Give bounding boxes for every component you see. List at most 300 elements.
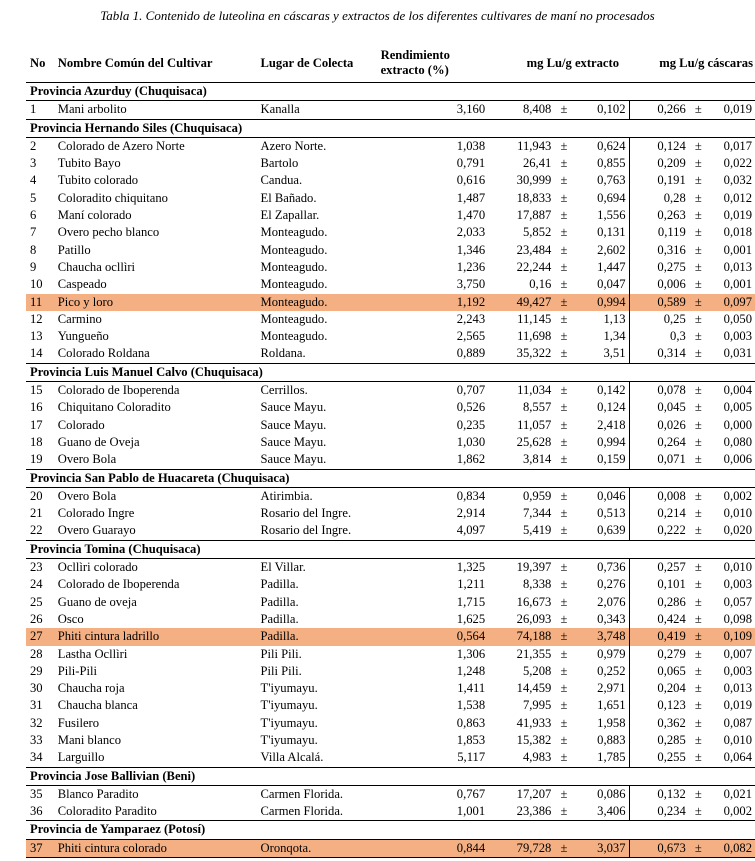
cell-pm: ± [560, 804, 568, 819]
cell-no: 2 [30, 138, 37, 153]
cell-extracto-mean: 8,557 [522, 400, 552, 415]
cell-extracto-mean: 21,355 [516, 646, 552, 661]
cell-rendimiento: 3,160 [456, 102, 486, 117]
province-row [26, 821, 755, 839]
table-row [26, 628, 755, 645]
cell-pm: ± [694, 434, 702, 449]
cell-extracto-mean: 17,887 [516, 208, 552, 223]
cell-name: Osco [57, 611, 84, 626]
cell-pm: ± [560, 434, 568, 449]
cell-cascaras-mean: 0,264 [629, 434, 689, 451]
cell-pm: ± [560, 242, 568, 257]
cell-extracto-mean: 4,983 [522, 750, 552, 765]
table-row [26, 276, 755, 293]
table-row [26, 137, 755, 155]
province-name: Provincia Azurduy (Chuquisaca) [26, 83, 755, 101]
cell-rendimiento: 4,097 [456, 523, 486, 538]
table-header [26, 44, 755, 83]
cell-extracto-sd: 0,124 [597, 400, 626, 415]
cell-cascaras-sd: 0,010 [723, 732, 752, 747]
cell-rendimiento: 0,863 [456, 715, 486, 730]
cell-extracto-sd: 0,047 [597, 277, 626, 292]
cell-no: 7 [30, 225, 37, 240]
cell-place: T'iyumayu. [260, 681, 318, 696]
cell-rendimiento: 2,033 [456, 225, 486, 240]
cell-cascaras-sd: 0,001 [723, 242, 752, 257]
cell-rendimiento: 0,834 [456, 488, 486, 503]
cell-pm: ± [694, 732, 702, 747]
cell-pm: ± [694, 488, 702, 503]
cell-extracto-mean: 22,244 [516, 259, 552, 274]
province-row [26, 469, 755, 487]
cell-extracto-mean: 30,999 [516, 173, 552, 188]
cell-place: Oronqota. [257, 839, 369, 857]
cell-extracto-sd: 3,406 [597, 804, 626, 819]
cell-rendimiento: 2,243 [456, 311, 486, 326]
cell-place: Monteagudo. [260, 259, 328, 274]
cell-no: 3 [30, 156, 37, 171]
cell-extracto-sd: 2,602 [597, 242, 626, 257]
cell-pm: ± [694, 594, 702, 609]
cell-name: Caspeado [57, 277, 107, 292]
cell-no: 32 [30, 715, 43, 730]
cell-extracto-sd: 0,276 [597, 577, 626, 592]
cell-cascaras-sd: 0,002 [723, 804, 752, 819]
cell-cascaras-mean: 0,424 [629, 611, 689, 628]
cell-place: Monteagudo. [257, 294, 369, 311]
cell-name: Overo Bola [57, 488, 117, 503]
cell-pm: ± [560, 190, 568, 205]
cell-pm: ± [694, 277, 702, 292]
cell-pm: ± [554, 839, 573, 857]
cell-place: T'iyumayu. [260, 698, 318, 713]
cell-no: 36 [30, 804, 43, 819]
cell-rendimiento: 0,791 [456, 156, 486, 171]
cell-extracto-sd: 0,855 [597, 156, 626, 171]
cell-cascaras-mean: 0,071 [629, 451, 689, 469]
cell-cascaras-sd: 0,050 [723, 311, 752, 326]
cell-cascaras-mean: 0,026 [629, 417, 689, 434]
cell-rendimiento: 1,853 [456, 732, 486, 747]
cell-cascaras-mean: 0,316 [629, 242, 689, 259]
cell-no: 37 [26, 839, 54, 857]
cell-extracto-mean: 11,943 [517, 138, 552, 153]
cell-no: 22 [30, 523, 43, 538]
cell-name: Yungueño [57, 329, 109, 344]
cell-cascaras-sd: 0,019 [723, 208, 752, 223]
cell-pm: ± [694, 417, 702, 432]
cell-extracto-sd: 1,958 [597, 715, 626, 730]
table-row [26, 715, 755, 732]
cell-pm: ± [560, 383, 568, 398]
cell-place: Padilla. [260, 611, 299, 626]
cell-place: Cerrillos. [260, 383, 308, 398]
cell-place: Monteagudo. [260, 311, 328, 326]
cell-rendimiento: 1,192 [369, 294, 489, 311]
table-row [26, 663, 755, 680]
cell-cascaras-mean: 0,045 [629, 399, 689, 416]
table-row [26, 311, 755, 328]
cell-extracto-mean: 5,852 [522, 225, 552, 240]
cell-extracto-mean: 17,207 [516, 786, 552, 801]
cell-pm: ± [560, 329, 568, 344]
cell-extracto-sd: 3,037 [574, 839, 630, 857]
cell-cascaras-mean: 0,257 [629, 559, 689, 577]
cell-rendimiento: 1,470 [456, 208, 486, 223]
cell-pm: ± [560, 681, 568, 696]
cell-cascaras-mean: 0,255 [629, 749, 689, 767]
cell-extracto-mean: 26,093 [516, 611, 552, 626]
table-row [26, 697, 755, 714]
cell-name: Colorado de Azero Norte [57, 138, 185, 153]
table-caption: Tabla 1. Contenido de luteolina en cáscaras y extractos de los diferentes cultivares de maní no procesados [100, 8, 655, 23]
cell-cascaras-mean: 0,362 [629, 715, 689, 732]
cell-extracto-sd: 0,252 [597, 663, 626, 678]
table-row [26, 328, 755, 345]
cell-no: 14 [30, 346, 43, 361]
cell-cascaras-mean: 0,28 [629, 190, 689, 207]
cell-cascaras-mean: 0,279 [629, 646, 689, 663]
province-name: Provincia San Pablo de Huacareta (Chuquisaca) [26, 469, 755, 487]
header-no: No [26, 44, 54, 83]
cell-extracto-sd: 0,624 [597, 138, 626, 153]
cell-place: Padilla. [257, 628, 369, 645]
cell-pm: ± [560, 138, 568, 153]
cell-cascaras-mean: 0,3 [629, 328, 689, 345]
cell-pm: ± [694, 506, 702, 521]
cell-extracto-sd: 0,694 [597, 190, 626, 205]
cell-cascaras-sd: 0,005 [723, 400, 752, 415]
cell-place: Villa Alcalá. [260, 750, 324, 765]
cell-no: 27 [26, 628, 54, 645]
cell-no: 33 [30, 732, 43, 747]
cell-place: Carmen Florida. [260, 804, 344, 819]
cell-place: Rosario del Ingre. [260, 506, 352, 521]
cell-pm: ± [560, 488, 568, 503]
cell-pm: ± [560, 346, 568, 361]
cell-place: Sauce Mayu. [260, 452, 327, 467]
cell-place: T'iyumayu. [260, 715, 318, 730]
cell-place: Kanalla [260, 102, 300, 117]
table-row [26, 224, 755, 241]
cell-rendimiento: 1,306 [456, 646, 486, 661]
cell-place: T'iyumayu. [260, 732, 318, 747]
cell-place: Monteagudo. [260, 242, 328, 257]
cell-pm: ± [560, 225, 568, 240]
cell-cascaras-sd: 0,002 [723, 488, 752, 503]
table-row [26, 487, 755, 505]
cell-no: 15 [30, 383, 43, 398]
cell-extracto-mean: 16,673 [516, 594, 552, 609]
cell-no: 35 [30, 786, 43, 801]
cell-cascaras-mean: 0,209 [629, 155, 689, 172]
cell-rendimiento: 1,236 [456, 259, 486, 274]
cell-pm: ± [694, 750, 702, 765]
cell-cascaras-mean: 0,275 [629, 259, 689, 276]
cell-cascaras-sd: 0,082 [708, 839, 755, 857]
cell-rendimiento: 1,538 [456, 698, 486, 713]
cell-rendimiento: 5,117 [457, 750, 486, 765]
cell-extracto-sd: 1,785 [597, 750, 626, 765]
cell-extracto-sd: 0,159 [597, 452, 626, 467]
cell-pm: ± [560, 732, 568, 747]
cell-extracto-mean: 35,322 [516, 346, 552, 361]
cell-pm: ± [554, 628, 573, 645]
table-row [26, 345, 755, 363]
cell-cascaras-sd: 0,006 [723, 452, 752, 467]
cell-cascaras-mean: 0,124 [629, 137, 689, 155]
cell-extracto-mean: 41,933 [516, 715, 552, 730]
cell-extracto-mean: 25,628 [516, 434, 552, 449]
cell-no: 17 [30, 417, 43, 432]
cell-pm: ± [560, 417, 568, 432]
cell-rendimiento: 0,616 [456, 173, 486, 188]
cell-name: Colorado Roldana [57, 346, 150, 361]
cell-place: El Villar. [260, 560, 306, 575]
cell-rendimiento: 3,750 [456, 277, 486, 292]
cell-rendimiento: 1,862 [456, 452, 486, 467]
cell-pm: ± [694, 786, 702, 801]
cell-extracto-sd: 0,102 [597, 102, 626, 117]
table-row [26, 399, 755, 416]
cell-extracto-mean: 14,459 [516, 681, 552, 696]
cell-no: 5 [30, 190, 37, 205]
province-row [26, 363, 755, 381]
cell-cascaras-sd: 0,010 [723, 560, 752, 575]
cell-rendimiento: 1,030 [456, 434, 486, 449]
cell-rendimiento: 2,565 [456, 329, 486, 344]
cell-no: 31 [30, 698, 43, 713]
cell-name: Patillo [57, 242, 91, 257]
cell-pm: ± [694, 346, 702, 361]
cell-rendimiento: 0,235 [456, 417, 486, 432]
cell-no: 4 [30, 173, 37, 188]
cell-extracto-sd: 1,13 [603, 311, 626, 326]
cell-extracto-mean: 26,41 [522, 156, 552, 171]
cell-place: Padilla. [260, 577, 299, 592]
cell-extracto-mean: 23,484 [516, 242, 552, 257]
cell-name: Larguillo [57, 750, 105, 765]
province-name: Provincia Jose Ballivian (Beni) [26, 767, 755, 785]
cell-pm: ± [694, 225, 702, 240]
cell-pm: ± [560, 311, 568, 326]
table-row [26, 294, 755, 311]
cell-cascaras-sd: 0,021 [723, 786, 752, 801]
cell-name: Fusilero [57, 715, 100, 730]
cell-name: Tubito Bayo [57, 156, 121, 171]
cell-cascaras-sd: 0,080 [723, 434, 752, 449]
cell-cascaras-mean: 0,314 [629, 345, 689, 363]
cell-cascaras-mean: 0,673 [629, 839, 689, 857]
cell-cascaras-mean: 0,123 [629, 697, 689, 714]
cell-cascaras-sd: 0,012 [723, 190, 752, 205]
cell-cascaras-sd: 0,087 [723, 715, 752, 730]
cell-name: Coloradito Paradito [57, 804, 157, 819]
cell-extracto-sd: 0,046 [597, 488, 626, 503]
cell-place: El Bañado. [260, 190, 317, 205]
cell-cascaras-mean: 0,419 [629, 628, 689, 645]
cell-extracto-mean: 11,057 [517, 417, 552, 432]
cell-rendimiento: 0,564 [369, 628, 489, 645]
cell-extracto-mean: 19,397 [516, 560, 552, 575]
cell-extracto-sd: 3,51 [603, 346, 626, 361]
cell-place: Sauce Mayu. [260, 434, 327, 449]
cell-pm: ± [694, 698, 702, 713]
cell-name: Mani blanco [57, 732, 122, 747]
cell-extracto-sd: 3,748 [574, 628, 630, 645]
cell-cascaras-sd: 0,022 [723, 156, 752, 171]
table-row [26, 155, 755, 172]
cell-rendimiento: 1,346 [456, 242, 486, 257]
cell-pm: ± [560, 173, 568, 188]
cell-pm: ± [694, 646, 702, 661]
cell-cascaras-mean: 0,263 [629, 207, 689, 224]
table-row [26, 172, 755, 189]
cell-cascaras-mean: 0,065 [629, 663, 689, 680]
cell-no: 13 [30, 329, 43, 344]
table-row [26, 434, 755, 451]
cell-pm: ± [694, 173, 702, 188]
cell-cascaras-mean: 0,101 [629, 576, 689, 593]
cell-rendimiento: 1,325 [456, 560, 486, 575]
cell-extracto-mean: 18,833 [516, 190, 552, 205]
cell-pm: ± [694, 715, 702, 730]
cell-pm: ± [560, 646, 568, 661]
cell-place: Padilla. [260, 594, 299, 609]
cell-cascaras-sd: 0,013 [723, 681, 752, 696]
cell-cascaras-mean: 0,214 [629, 505, 689, 522]
cell-rendimiento: 1,038 [456, 138, 486, 153]
province-row [26, 540, 755, 558]
cell-cascaras-sd: 0,031 [723, 346, 752, 361]
cell-pm: ± [560, 523, 568, 538]
cell-pm: ± [694, 523, 702, 538]
header-rendimiento: Rendimiento extracto (%) [369, 44, 489, 83]
cell-pm: ± [694, 208, 702, 223]
cell-no: 16 [30, 400, 43, 415]
cell-cascaras-sd: 0,098 [723, 611, 752, 626]
table-body [26, 83, 755, 858]
cell-pm: ± [560, 611, 568, 626]
cell-name: Colorado Ingre [57, 506, 135, 521]
cell-extracto-sd: 0,994 [597, 434, 626, 449]
cell-cascaras-sd: 0,017 [723, 138, 752, 153]
cell-rendimiento: 1,211 [457, 577, 486, 592]
cell-name: Overo Bola [57, 452, 117, 467]
cell-cascaras-mean: 0,589 [629, 294, 689, 311]
cell-pm: ± [694, 560, 702, 575]
cell-extracto-sd: 0,131 [597, 225, 626, 240]
cell-cascaras-mean: 0,286 [629, 594, 689, 611]
cell-pm: ± [560, 208, 568, 223]
cell-cascaras-sd: 0,019 [723, 698, 752, 713]
table-row [26, 646, 755, 663]
table-row [26, 785, 755, 803]
cell-extracto-mean: 8,338 [522, 577, 552, 592]
cell-extracto-mean: 11,145 [517, 311, 552, 326]
cell-rendimiento: 1,001 [456, 804, 486, 819]
cell-rendimiento: 1,625 [456, 611, 486, 626]
cell-extracto-sd: 2,971 [597, 681, 626, 696]
table-row [26, 242, 755, 259]
cell-pm: ± [689, 839, 708, 857]
cell-pm: ± [694, 452, 702, 467]
cell-rendimiento: 1,715 [456, 594, 486, 609]
cell-name: Blanco Paradito [57, 786, 139, 801]
table-row [26, 839, 755, 857]
cell-extracto-mean: 7,344 [522, 506, 552, 521]
cell-no: 30 [30, 681, 43, 696]
province-row [26, 119, 755, 137]
cell-extracto-sd: 0,142 [597, 383, 626, 398]
cell-pm: ± [694, 311, 702, 326]
cell-cascaras-sd: 0,010 [723, 506, 752, 521]
province-name: Provincia de Yamparaez (Potosí) [26, 821, 755, 839]
cell-name: Colorado de Iboperenda [57, 383, 180, 398]
cell-place: Sauce Mayu. [260, 400, 327, 415]
cell-name: Ocllìri colorado [57, 560, 138, 575]
cell-extracto-sd: 1,447 [597, 259, 626, 274]
cell-pm: ± [694, 242, 702, 257]
cell-name: Phiti cintura colorado [54, 839, 257, 857]
cell-pm: ± [694, 259, 702, 274]
table-row [26, 382, 755, 400]
cell-no: 24 [30, 577, 43, 592]
cell-pm: ± [560, 750, 568, 765]
cell-rendimiento: 1,248 [456, 663, 486, 678]
cell-pm: ± [694, 681, 702, 696]
cell-place: Candua. [260, 173, 303, 188]
cell-name: Carmino [57, 311, 102, 326]
cell-name: Maní colorado [57, 208, 132, 223]
header-nombre: Nombre Común del Cultivar [54, 44, 257, 83]
cell-cascaras-sd: 0,018 [723, 225, 752, 240]
header-extracto: mg Lu/g extracto [488, 44, 629, 83]
cell-cascaras-sd: 0,020 [723, 523, 752, 538]
cell-cascaras-sd: 0,001 [723, 277, 752, 292]
cell-cascaras-sd: 0,057 [723, 594, 752, 609]
cell-cascaras-mean: 0,078 [629, 382, 689, 400]
cell-cascaras-mean: 0,266 [629, 101, 689, 119]
cell-extracto-sd: 1,556 [597, 208, 626, 223]
cell-pm: ± [560, 102, 568, 117]
cell-extracto-mean: 74,188 [488, 628, 554, 645]
cell-pm: ± [689, 628, 708, 645]
cell-name: Guano de oveja [57, 594, 137, 609]
table-row [26, 576, 755, 593]
cell-pm: ± [560, 577, 568, 592]
cell-name: Chaucha roja [57, 681, 125, 696]
cell-name: Pico y loro [54, 294, 257, 311]
cell-pm: ± [694, 663, 702, 678]
cell-name: Chaucha ocllìri [57, 259, 136, 274]
cell-cascaras-mean: 0,006 [629, 276, 689, 293]
cell-pm: ± [694, 400, 702, 415]
table-row [26, 749, 755, 767]
cell-extracto-sd: 0,763 [597, 173, 626, 188]
cell-cascaras-sd: 0,007 [723, 646, 752, 661]
cell-no: 26 [30, 611, 43, 626]
cell-name: Chaucha blanca [57, 698, 138, 713]
cell-name: Colorado de Iboperenda [57, 577, 180, 592]
table-row [26, 522, 755, 540]
cell-extracto-mean: 79,728 [488, 839, 554, 857]
province-row [26, 767, 755, 785]
cell-name: Lastha Ocllìri [57, 646, 128, 661]
cell-no: 28 [30, 646, 43, 661]
cell-pm: ± [560, 560, 568, 575]
cell-extracto-mean: 11,698 [517, 329, 552, 344]
